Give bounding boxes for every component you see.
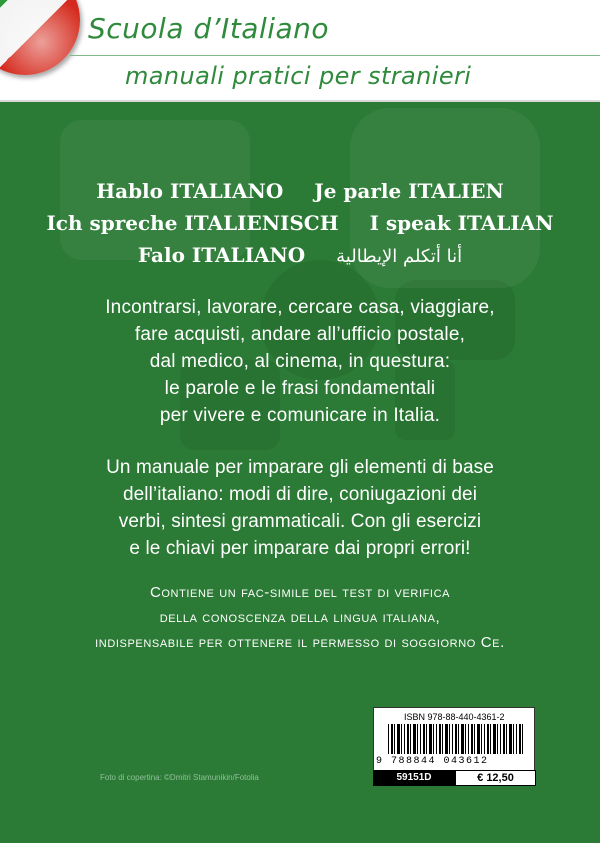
description-paragraph-2 (0, 454, 600, 562)
language-phrase: Hablo ITALIANO (96, 179, 284, 203)
notice-line: indispensabile per ottenere il permesso di soggiorno Ce. (95, 634, 505, 651)
barcode-panel (373, 707, 535, 771)
text-line: per vivere e comunicare in Italia. (159, 405, 441, 426)
series-title: Scuola d’Italiano (88, 12, 330, 45)
languages-row (0, 239, 600, 273)
languages-row (0, 175, 600, 207)
language-phrase: Je parle ITALIEN (314, 179, 504, 203)
text-line: dal medico, al cinema, in questura: (149, 351, 451, 372)
price-label: € 12,50 (455, 770, 536, 786)
language-phrase: I speak ITALIAN (369, 211, 554, 235)
languages-block (0, 175, 600, 273)
notice-line: della conoscenza della lingua italiana, (159, 609, 441, 626)
text-line: fare acquisti, andare all’ufficio postale, (134, 324, 466, 345)
text-line: dell’italiano: modi di dire, coniugazioni dei (122, 484, 478, 505)
series-subtitle: manuali pratici per stranieri (125, 62, 472, 90)
header-band (0, 0, 600, 102)
text-line: le parole e le frasi fondamentali (164, 378, 436, 399)
italian-flag-badge-icon (0, 0, 80, 75)
notice-line: Contiene un fac-simile del test di verifica (149, 584, 451, 601)
barcode-digits: 9 788844 043612 (376, 756, 489, 767)
product-code: 59151D (373, 770, 455, 786)
notice-block (0, 580, 600, 655)
barcode-icon (388, 724, 524, 754)
isbn-label: ISBN 978-88-440-4361-2 (404, 712, 505, 722)
language-phrase-arabic: أنا أتكلم الإيطالية (336, 246, 463, 267)
text-line: verbi, sintesi grammaticali. Con gli esercizi (118, 511, 482, 532)
photo-credit: Foto di copertina: ©Dmitri Stamunikin/Fotolia (100, 773, 259, 782)
text-line: Un manuale per imparare gli elementi di base (106, 457, 494, 478)
description-paragraph-1 (0, 294, 600, 429)
language-phrase: Falo ITALIANO (137, 243, 306, 267)
language-phrase: Ich spreche ITALIENISCH (46, 211, 339, 235)
header-divider (70, 55, 600, 56)
languages-row (0, 207, 600, 239)
text-line: Incontrarsi, lavorare, cercare casa, viaggiare, (105, 297, 495, 318)
text-line: e le chiavi per imparare dai propri errori! (129, 538, 471, 559)
